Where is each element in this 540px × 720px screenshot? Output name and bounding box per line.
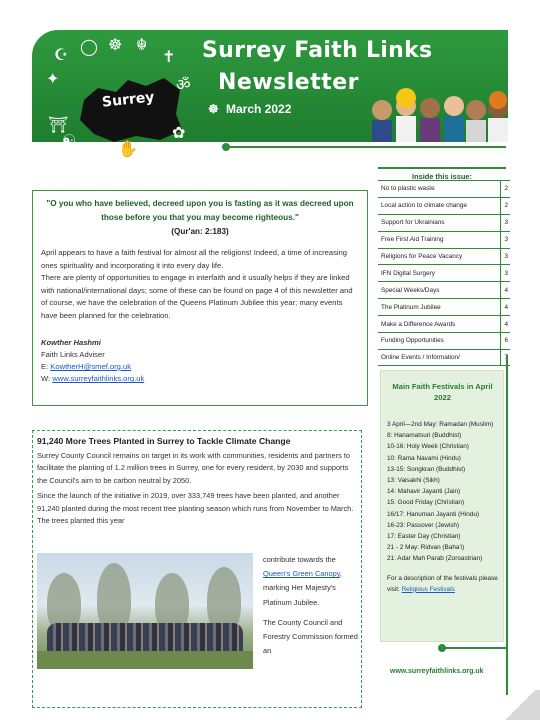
email-link[interactable]: KowtherH@smef.org.uk xyxy=(50,361,132,371)
toc-row[interactable] xyxy=(378,248,510,265)
toc-item-page: 3 xyxy=(500,232,510,248)
lotus-icon: ✿ xyxy=(172,125,186,142)
toc-row[interactable] xyxy=(378,214,510,231)
issue-date: ☸ March 2022 xyxy=(208,102,292,116)
festival-item: 13: Vaisakhi (Sikh) xyxy=(387,477,440,485)
page-corner xyxy=(500,690,540,720)
torii-icon: ⛩ xyxy=(48,117,69,134)
signature-web-line: W: www.surreyfaithlinks.org.uk xyxy=(41,374,145,384)
table-of-contents xyxy=(378,180,510,366)
dharma-circle-icon: ☸ xyxy=(108,37,123,54)
toc-row[interactable] xyxy=(378,332,510,349)
om-icon: ॐ xyxy=(176,77,191,94)
festival-item: 10-16: Holy Week (Christian) xyxy=(387,443,469,451)
intro-paragraph-2: There are plenty of opportunities to engage in interfaith and it usually helps if they are linked with national/international days; some of these can be found on page 4 of this newsletter and of course, we have the celebration of the Queens Platinum Jubilee this year; many events have been planned for the celebration. xyxy=(41,273,353,320)
header-banner xyxy=(32,30,508,158)
people-photo xyxy=(368,88,508,142)
toc-item-page: 2 xyxy=(500,181,510,197)
sidebar-rule xyxy=(506,355,508,695)
toc-item-title: The Platinum Jubilee xyxy=(381,303,441,311)
footer-url[interactable]: www.surreyfaithlinks.org.uk xyxy=(390,668,484,675)
toc-row[interactable] xyxy=(378,180,510,197)
toc-item-title: Support for Ukrainians xyxy=(381,219,445,227)
newsletter-title-line2: Newsletter xyxy=(218,70,360,95)
toc-row[interactable] xyxy=(378,298,510,315)
queens-green-canopy-link[interactable]: Queen's Green Canopy xyxy=(263,569,340,579)
article-side-paragraph-2: The County Council and Forestry Commission formed an xyxy=(263,617,358,656)
festival-item: 15: Good Friday (Christian) xyxy=(387,499,465,507)
newsletter-title-line1: Surrey Faith Links xyxy=(202,38,433,63)
intro-paragraph-1: April appears to have a faith festival for almost all the religions! Indeed, a time of increasing ones spirituality and incorporating it into every day life. xyxy=(41,248,348,270)
signature-name: Kowther Hashmi xyxy=(41,337,101,347)
festival-item: 3 April—2nd May: Ramadan (Muslim) xyxy=(387,421,494,428)
toc-row[interactable] xyxy=(378,264,510,281)
toc-item-page: 3 xyxy=(500,215,510,231)
toc-item-title: No to plastic waste xyxy=(381,185,435,193)
festival-item: 16-23: Passover (Jewish) xyxy=(387,521,460,529)
festivals-description: For a description of the festivals please visit: Religious Festivals xyxy=(387,574,498,593)
circle-icon: ◯ xyxy=(80,39,98,56)
quote-reference: (Qur'an: 2:183) xyxy=(171,227,229,236)
toc-row[interactable] xyxy=(378,197,510,214)
yin-yang-icon: ☯ xyxy=(62,133,77,150)
toc-item-page: 3 xyxy=(500,265,510,281)
khanda-icon: ☬ xyxy=(136,37,148,54)
toc-item-title: Religions for Peace Vacancy xyxy=(381,253,463,260)
article-paragraph-1: Surrey County Council remains on target in its work with communities, residents and partners to facilitate the planting of 1.2 million trees in Surrey, one for every resident, by 2030 and supports the Council's aim to be carbon neutral by 2050. xyxy=(37,451,351,485)
signature-role: Faith Links Adviser xyxy=(41,349,105,359)
toc-item-page: 3 xyxy=(500,249,510,265)
festivals-heading: Main Faith Festivals in April 2022 xyxy=(392,382,493,402)
article-title: 91,240 More Trees Planted in Surrey to Tackle Climate Change xyxy=(37,436,291,446)
intro-text xyxy=(41,247,359,323)
toc-item-title: IFN Digital Surgery xyxy=(381,269,435,277)
festival-item: 10: Rama Navami (Hindu) xyxy=(387,454,461,462)
festival-item: 16/17: Hanuman Jayanti (Hindu) xyxy=(387,510,480,518)
wheel-icon: ☸ xyxy=(208,102,219,116)
crescent-star-icon: ☪ xyxy=(54,47,69,64)
toc-item-page: 4 xyxy=(500,299,510,315)
religious-festivals-link[interactable]: Religious Festivals xyxy=(401,585,455,593)
festivals-rule xyxy=(442,647,506,649)
signature-email-line: E: KowtherH@smef.org.uk xyxy=(41,361,132,371)
tree-planting-photo xyxy=(37,553,253,669)
toc-item-title: Online Events / Information/ xyxy=(381,353,460,361)
cross-icon: ✝ xyxy=(162,49,176,66)
toc-row[interactable] xyxy=(378,349,510,366)
trees-article xyxy=(32,430,362,708)
article-paragraph-2: Since the launch of the initiative in 2019, over 333,749 trees have been planted, and another 91,240 planted during the most recent tree planting season which runs from November to March. The trees planted this year xyxy=(37,491,354,526)
toc-item-title: Free First Aid Training xyxy=(381,236,444,244)
toc-row[interactable] xyxy=(378,315,510,332)
toc-item-page: 4 xyxy=(500,282,510,298)
star-of-david-icon: ✡ xyxy=(146,141,160,158)
festivals-box xyxy=(380,370,504,642)
festivals-list xyxy=(387,419,498,565)
website-link[interactable]: www.surreyfaithlinks.org.uk xyxy=(52,374,145,384)
toc-heading: Inside this issue: xyxy=(378,167,506,181)
faravahar-icon: ✦ xyxy=(46,71,60,88)
toc-item-title: Make a Difference Awards xyxy=(381,320,456,328)
festival-item: 17: Easter Day (Christian) xyxy=(387,533,461,541)
hand-icon: ✋ xyxy=(118,141,138,158)
festival-item: 14: Mahavir Jayanti (Jain) xyxy=(387,488,461,496)
toc-item-title: Local action to climate change xyxy=(381,202,467,210)
toc-row[interactable] xyxy=(378,231,510,248)
baha-star-icon: ✵ xyxy=(88,141,102,158)
toc-item-page: 4 xyxy=(500,316,510,332)
festival-item: 13-15: Songkran (Buddhist) xyxy=(387,465,466,473)
toc-item-page: 6 xyxy=(500,333,510,349)
toc-item-title: Special Weeks/Days xyxy=(381,286,440,294)
intro-box xyxy=(32,190,368,406)
toc-item-title: Funding Opportunities xyxy=(381,337,444,345)
festival-item: 21: Adar Mah Parab (Zoroastrian) xyxy=(387,555,483,563)
toc-item-page xyxy=(500,350,510,365)
toc-row[interactable] xyxy=(378,281,510,298)
festival-item: 8: Hanamatsuri (Buddhist) xyxy=(387,432,462,440)
quran-quote xyxy=(41,197,359,239)
quote-text: "O you who have believed, decreed upon you is fasting as it was decreed upon those before you that you may become righteous." xyxy=(46,199,354,222)
festival-item: 21 - 2 May: Ridvan (Baha'i) xyxy=(387,544,465,552)
toc-item-page: 2 xyxy=(500,198,510,214)
signature xyxy=(41,337,359,386)
map-label: Surrey xyxy=(101,89,156,111)
article-side-text: contribute towards the Queen's Green Canopy, marking Her Majesty's Platinum Jubilee. The County Council and Forestry Commission formed an xyxy=(263,553,359,658)
header-rule xyxy=(226,146,506,148)
